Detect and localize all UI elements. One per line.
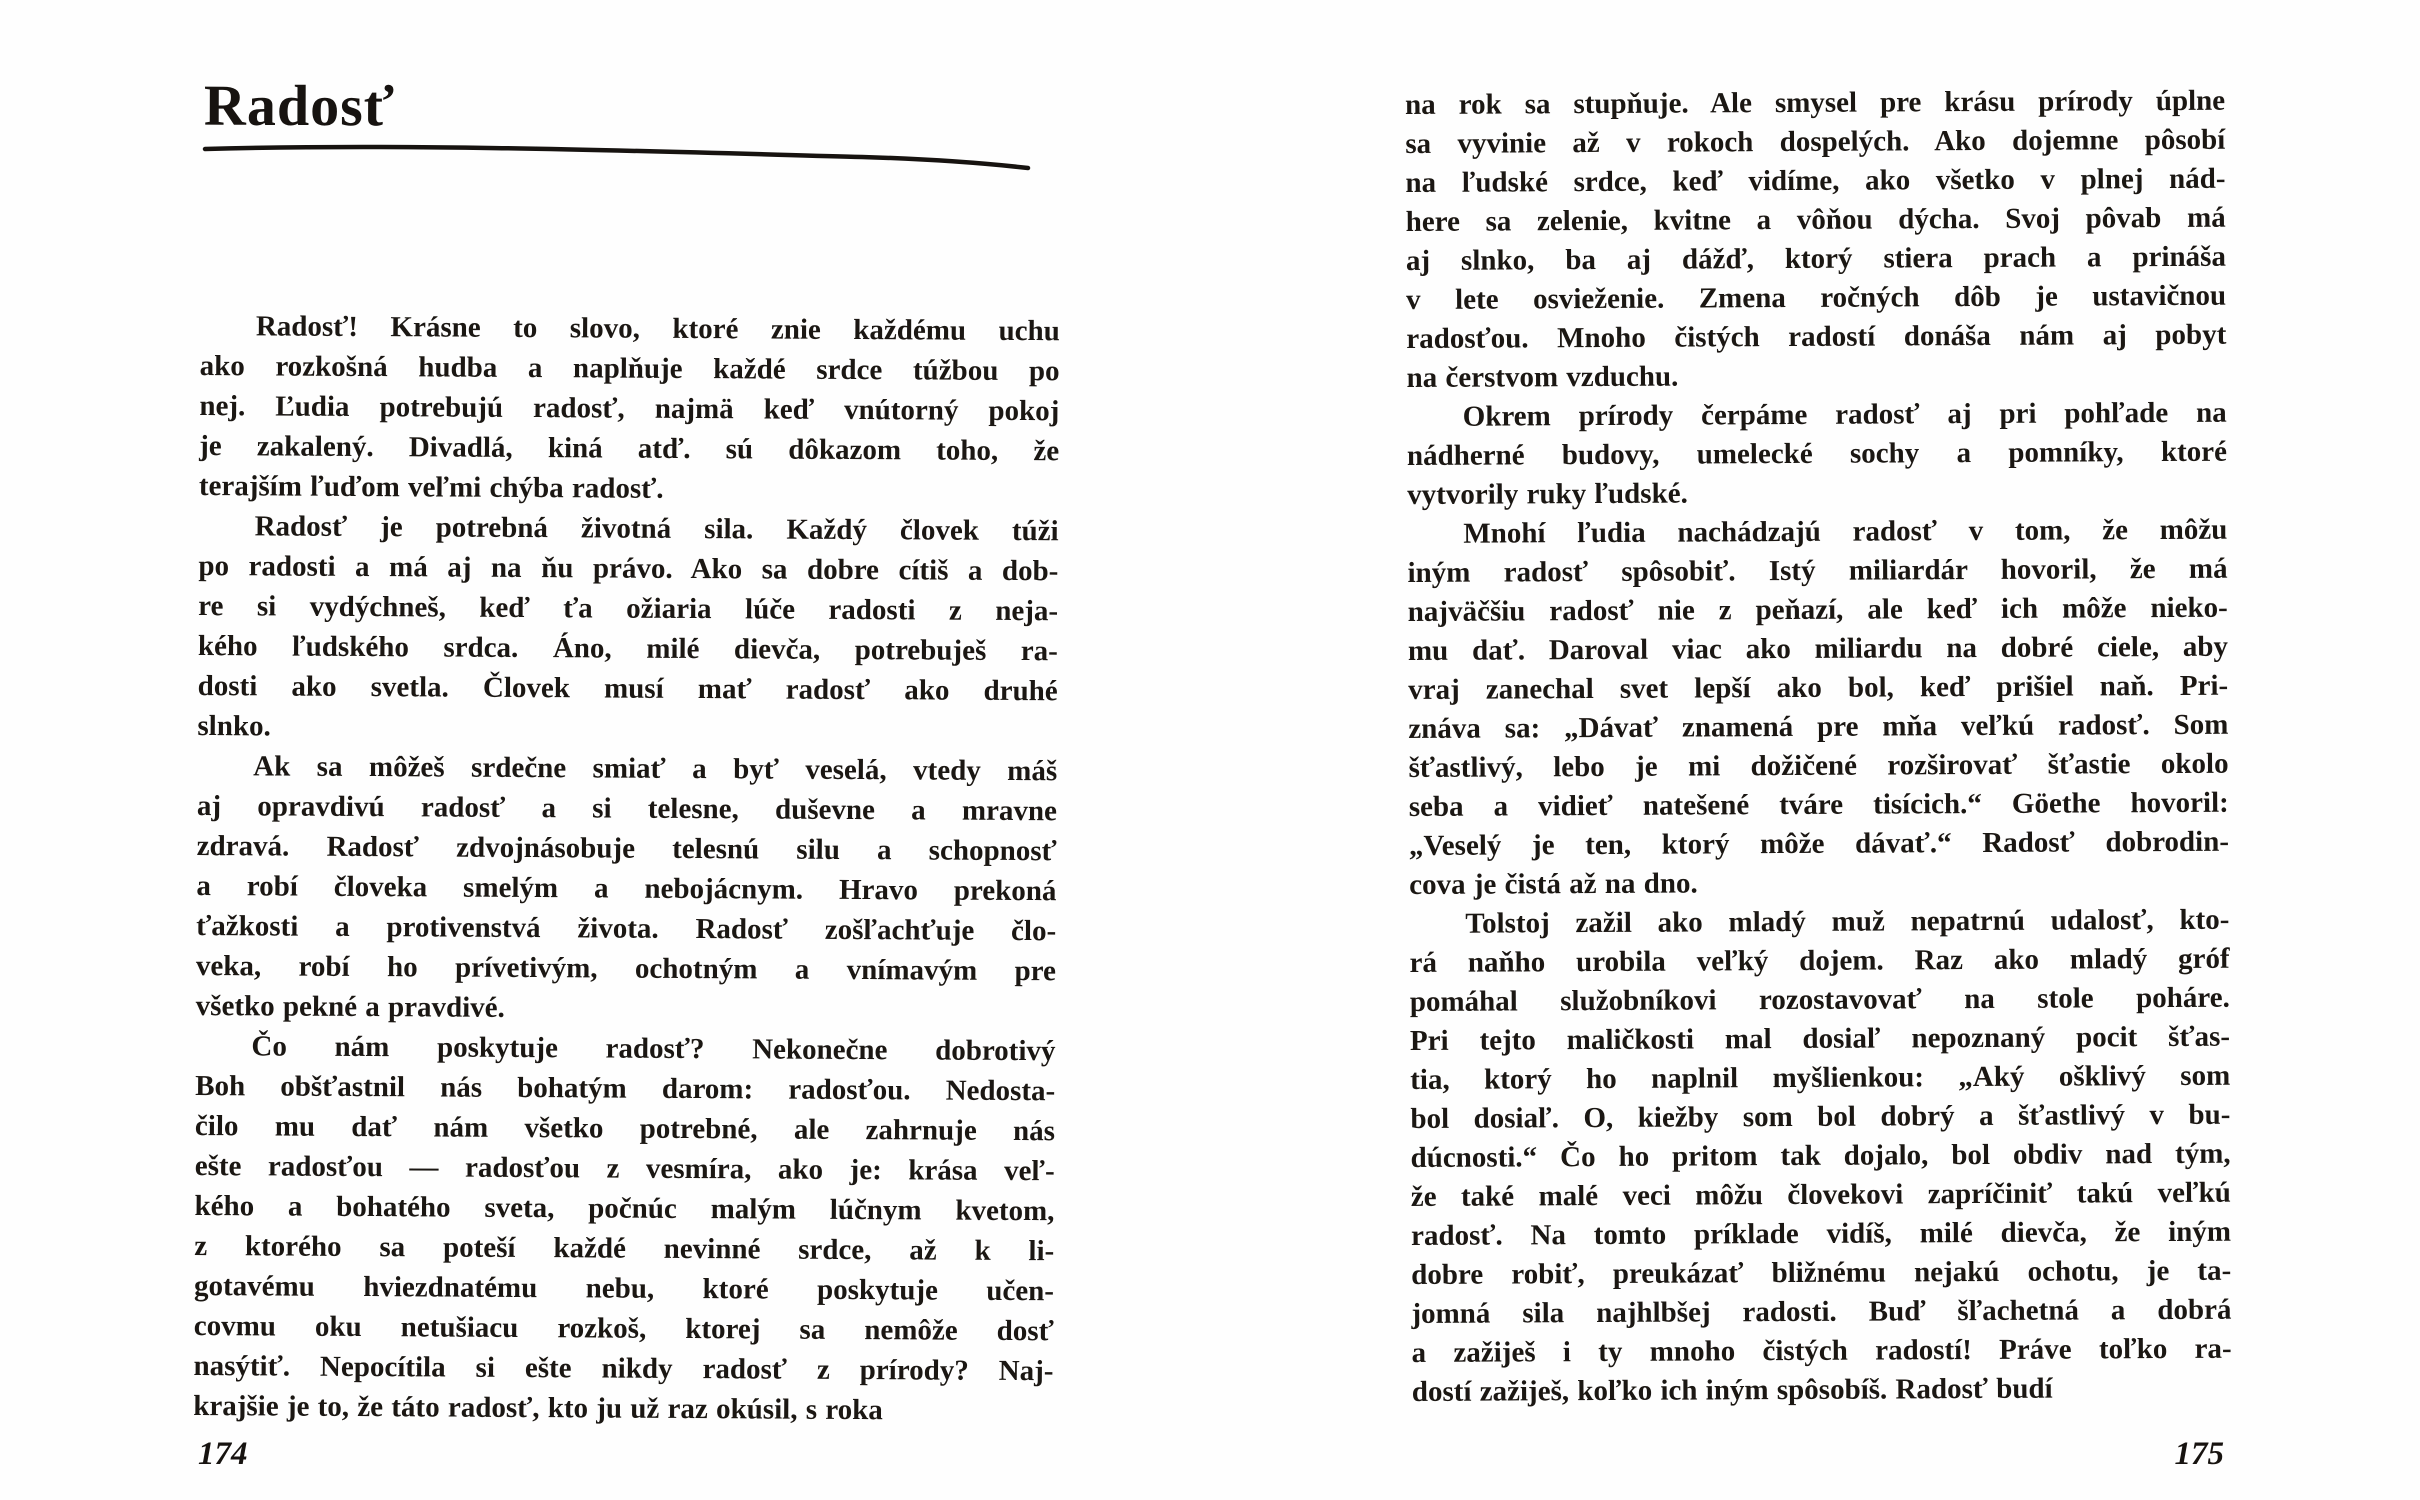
- text-line: Okrem prírody čerpáme radosť aj pri pohľade na: [1462, 396, 2227, 433]
- text-line: covmu oku netušiacu rozkoš, ktorej sa nemôže dosť: [193, 1309, 1054, 1348]
- text-line: sa vyvinie až v rokoch dospelých. Ako dojemne pôsobí: [1405, 123, 2226, 160]
- text-line: na čerstvom vzduchu.: [1406, 360, 1679, 394]
- paragraph: [196, 746, 1058, 1031]
- text-line: nasýtiť. Nepocítila si ešte nikdy radosť z prírody? Naj-: [193, 1349, 1054, 1388]
- text-line: zdravá. Radosť zdvojnásobuje telesnú silu a schopnosť: [196, 829, 1057, 868]
- text-line: vytvorily ruky ľudské.: [1407, 477, 1688, 511]
- right-page-text-column: [1405, 82, 2232, 1412]
- text-line: tia, ktorý ho naplnil myšlienkou: „Aký ošklivý som: [1410, 1059, 2231, 1096]
- text-line: aj opravdivú radosť a si telesne, duševne a mravne: [196, 789, 1058, 828]
- text-line: a robí človeka smelým a nebojácnym. Hravo prekoná: [196, 869, 1057, 908]
- text-line: iným radosť spôsobiť. Istý miliardár hovoril, že má: [1407, 552, 2228, 589]
- text-line: krajšie je to, že táto radosť, kto ju už raz okúsil, s roka: [193, 1389, 883, 1427]
- text-line: znáva sa: „Dávať znamená pre mňa veľkú radosť. Som: [1408, 708, 2229, 745]
- text-line: šťastlivý, lebo je mi dožičené rozširovať šťastie okolo: [1408, 747, 2229, 784]
- text-line: re si vydýchneš, keď ťa ožiaria lúče radosti z neja-: [198, 589, 1059, 628]
- paragraph: [1405, 82, 2227, 398]
- text-line: nádherné budovy, umelecké sochy a pomníky, ktoré: [1406, 435, 2228, 472]
- text-line: radosťou. Mnoho čistých radostí donáša nám aj pobyt: [1406, 318, 2227, 355]
- text-line: že také malé veci môžu človekovi zapríčiniť takú veľkú: [1410, 1176, 2231, 1213]
- text-line: aj slnko, ba aj dážď, ktorý stiera prach a prináša: [1405, 240, 2226, 277]
- text-line: v lete osvieženie. Zmena ročných dôb je ustavičnou: [1406, 279, 2227, 316]
- text-line: cova je čistá až na dno.: [1409, 867, 1698, 901]
- text-line: terajším ľuďom veľmi chýba radosť.: [198, 469, 664, 505]
- text-line: ako rozkošná hudba a naplňuje každé srdce túžbou po: [199, 349, 1060, 388]
- text-line: Ak sa môžeš srdečne smiať a byť veselá, vtedy máš: [253, 750, 1058, 788]
- text-line: na rok sa stupňuje. Ale smysel pre krásu prírody úplne: [1405, 84, 2226, 121]
- text-line: kého ľudského srdca. Áno, milé dievča, potrebuješ ra-: [197, 629, 1059, 668]
- text-line: pomáhal služobníkovi rozostavovať na stole poháre.: [1409, 981, 2230, 1018]
- text-line: dosti ako svetla. Človek musí mať radosť ako druhé: [197, 669, 1058, 708]
- paragraph: [197, 506, 1058, 751]
- text-line: Čo nám poskytuje radosť? Nekonečne dobrotivý: [251, 1030, 1056, 1068]
- left-page-text-column: [193, 306, 1060, 1431]
- text-line: na ľudské srdce, keď vidíme, ako všetko v plnej nád-: [1405, 162, 2226, 199]
- text-line: dúcnosti.“ Čo ho pritom tak dojalo, bol obdiv nad tým,: [1410, 1137, 2231, 1174]
- text-line: nej. Ľudia potrebujú radosť, najmä keď vnútorný pokoj: [199, 389, 1060, 428]
- text-line: veka, robí ho prívetivým, ochotným a vnímavým pre: [195, 949, 1057, 988]
- title-underline: [202, 140, 1032, 174]
- text-line: seba a vidieť natešené tváre tisícich.“ Göethe hovoril:: [1408, 786, 2229, 823]
- text-line: jomná sila najhlbšej radosti. Buď šľachetná a dobrá: [1411, 1293, 2232, 1330]
- text-line: gotavému hviezdnatému nebu, ktoré poskytuje učen-: [193, 1269, 1055, 1308]
- paragraph: [1407, 394, 2228, 515]
- text-line: mu dať. Daroval viac ako miliardu na dobré ciele, aby: [1407, 630, 2229, 667]
- text-line: „Veselý je ten, ktorý môže dávať.“ Radosť dobrodin-: [1408, 825, 2230, 862]
- text-line: z ktorého sa poteší každé nevinné srdce, až k li-: [194, 1229, 1055, 1268]
- text-line: here sa zelenie, kvitne a vôňou dýcha. Svoj pôvab má: [1405, 201, 2226, 238]
- paragraph: [193, 1026, 1055, 1431]
- paragraph: [1409, 901, 2232, 1412]
- page-title: Radosť: [203, 72, 396, 139]
- text-line: Radosť! Krásne to slovo, ktoré znie každému uchu: [255, 310, 1060, 348]
- text-line: Radosť je potrebná životná sila. Každý človek túži: [254, 510, 1059, 548]
- text-line: vraj zanechal svet lepší ako bol, keď prišiel naň. Pri-: [1408, 669, 2229, 706]
- text-line: všetko pekné a pravdivé.: [195, 989, 505, 1024]
- text-line: čilo mu dať nám všetko potrebné, ale zahrnuje nás: [194, 1109, 1056, 1148]
- text-line: bol dosiaľ. O, kiežby som bol dobrý a šťastlivý v bu-: [1410, 1098, 2231, 1135]
- text-line: dobre robiť, preukázať bližnému nejakú ochotu, je ta-: [1411, 1254, 2232, 1291]
- text-line: slnko.: [197, 709, 271, 743]
- text-line: ťažkosti a protivenstvá života. Radosť zošľachťuje člo-: [196, 909, 1057, 948]
- text-line: kého a bohatého sveta, počnúc malým lúčnym kvetom,: [194, 1189, 1055, 1228]
- text-line: je zakalený. Divadlá, kiná atď. sú dôkazom toho, že: [199, 429, 1060, 468]
- page-number-left: 174: [198, 1436, 248, 1472]
- text-line: po radosti a má aj na ňu právo. Ako sa dobre cítiš a dob-: [198, 549, 1059, 588]
- text-line: najväčšiu radosť nie z peňazí, ale keď ich môže nieko-: [1407, 591, 2228, 628]
- text-line: Boh obšťastnil nás bohatým darom: radosťou. Nedosta-: [195, 1069, 1056, 1108]
- text-line: dostí zažiješ, koľko ich iným spôsobíš. Radosť budí: [1411, 1372, 2053, 1408]
- paragraph: [1407, 511, 2229, 905]
- page-number-right: 175: [2174, 1436, 2224, 1472]
- text-line: Pri tejto maličkosti mal dosiaľ nepoznaný pocit šťas-: [1409, 1020, 2231, 1057]
- text-line: rá naňho urobila veľký dojem. Raz ako mladý gróf: [1409, 942, 2230, 979]
- text-line: ešte radosťou — radosťou z vesmíra, ako je: krása veľ-: [194, 1149, 1055, 1188]
- text-line: radosť. Na tomto príklade vidíš, milé dievča, že iným: [1410, 1215, 2232, 1252]
- text-line: Tolstoj zažil ako mladý muž nepatrnú udalosť, kto-: [1465, 903, 2230, 940]
- text-line: Mnohí ľudia nachádzajú radosť v tom, že môžu: [1463, 513, 2228, 550]
- paragraph: [199, 306, 1060, 511]
- text-line: a zažiješ i ty mnoho čistých radostí! Práve toľko ra-: [1411, 1332, 2232, 1369]
